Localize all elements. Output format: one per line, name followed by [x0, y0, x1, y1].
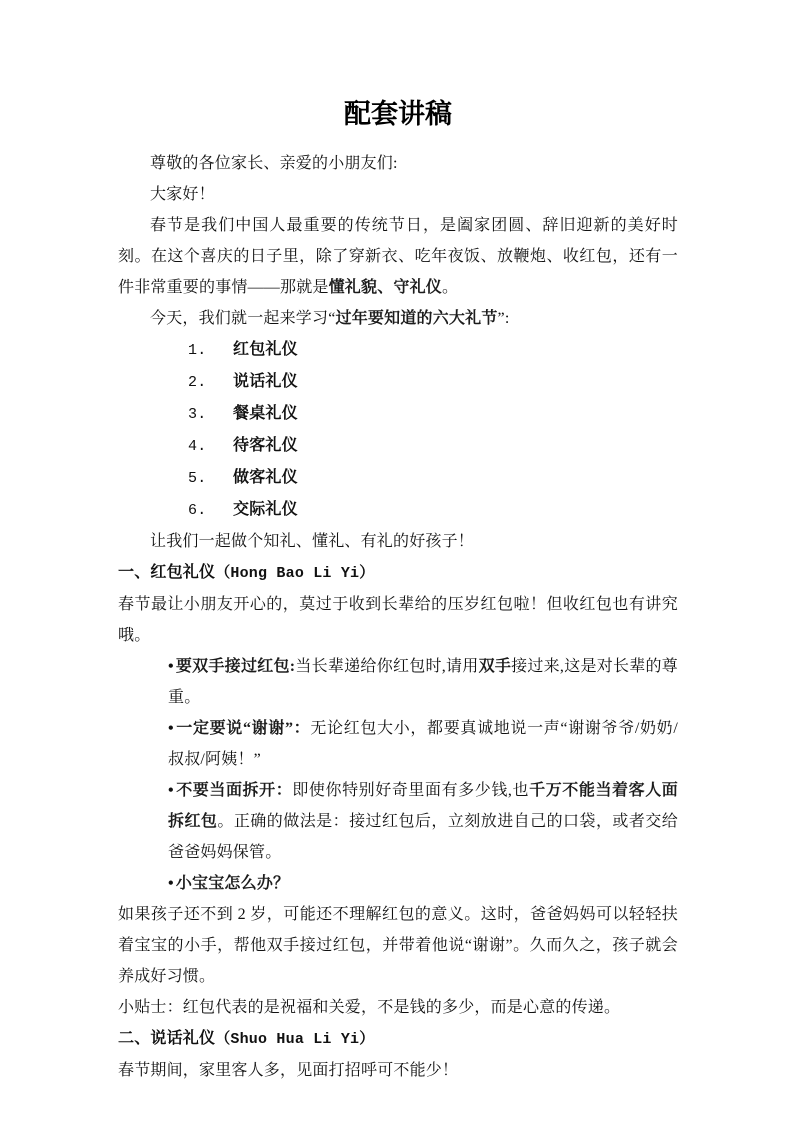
- bullet-icon: •: [168, 720, 174, 737]
- bullet-run: 双手: [478, 658, 512, 675]
- bullet-icon: •: [168, 658, 174, 675]
- bullet-icon: •: [168, 875, 174, 892]
- section2-heading-cn: 二、说话礼仪: [118, 1030, 216, 1047]
- list-item-number: 3.: [188, 406, 207, 423]
- bullet-run: 接过来,这是对长辈的尊重。: [168, 658, 679, 706]
- paragraph-greeting: 尊敬的各位家长、亲爱的小朋友们:: [150, 155, 398, 172]
- today-text-pre: 今天，我们就一起来学习“: [150, 310, 336, 327]
- bullet-run: 要双手接过红包:: [175, 658, 296, 675]
- bullet-run: 一定要说“谢谢”：: [175, 720, 311, 737]
- paragraph-baby-advice: 如果孩子还不到 2 岁，可能还不理解红包的意义。这时，爸爸妈妈可以轻轻扶着宝宝的小手，帮他双手接过红包，并带着他说“谢谢”。久而久之，孩子就会养成好习惯。: [118, 906, 678, 985]
- bullet-icon: •: [168, 782, 174, 799]
- list-item: [118, 398, 678, 430]
- list-item-label: 交际礼仪: [233, 501, 298, 518]
- paragraph-motto: 让我们一起做个知礼、懂礼、有礼的好孩子！: [150, 533, 475, 550]
- list-item: [118, 494, 678, 526]
- paragraph-intro: [118, 210, 678, 303]
- section2-heading-pinyin: （Shuo Hua Li Yi）: [215, 1031, 375, 1048]
- list-item-number: 5.: [188, 470, 207, 487]
- today-text-post: ”:: [497, 310, 510, 327]
- paragraph-today: [118, 303, 678, 334]
- bullet-item-say-thanks: [168, 713, 678, 775]
- bullet-run: 无论红包大小，都要真诚地说一声“谢谢爷爷/奶奶/叔叔/阿姨！”: [168, 720, 678, 768]
- list-item-number: 1.: [188, 342, 207, 359]
- list-item-label: 餐桌礼仪: [233, 405, 298, 422]
- list-item: [118, 462, 678, 494]
- section2-heading: [118, 1023, 678, 1055]
- list-item-number: 4.: [188, 438, 207, 455]
- bullet-run: 千万不能当着客人面拆红包: [168, 782, 678, 830]
- bullet-item-do-not-open: [168, 775, 678, 868]
- bullet-run: 当长辈递给你红包时,请用: [295, 658, 479, 675]
- list-item-label: 红包礼仪: [233, 341, 298, 358]
- list-item: [118, 366, 678, 398]
- bullet-item-little-baby: [168, 868, 678, 899]
- document-content: [118, 96, 678, 1086]
- intro-text-post: 。: [442, 279, 459, 296]
- section1-heading-cn: 一、红包礼仪: [118, 564, 216, 581]
- list-item-number: 6.: [188, 502, 207, 519]
- intro-text-bold: 懂礼貌、守礼仪: [328, 279, 443, 296]
- list-item-label: 做客礼仪: [233, 469, 298, 486]
- section2-lead: 春节期间，家里客人多，见面打招呼可不能少！: [118, 1062, 459, 1079]
- section1-lead: 春节最让小朋友开心的，莫过于收到长辈给的压岁红包啦！但收红包也有讲究哦。: [118, 596, 678, 644]
- bullet-run: 。正确的做法是：接过红包后，立刻放进自己的口袋，或者交给爸爸妈妈保管。: [168, 813, 678, 861]
- list-item-label: 待客礼仪: [233, 437, 298, 454]
- paragraph-hello: 大家好！: [150, 186, 215, 203]
- bullet-run: 即使你特别好奇里面有多少钱,也: [292, 782, 530, 799]
- section1-heading-pinyin: （Hong Bao Li Yi）: [215, 565, 375, 582]
- bullet-item-receive-with-both-hands: [168, 651, 678, 713]
- bullet-run: 不要当面拆开：: [175, 782, 293, 799]
- list-item-label: 说话礼仪: [233, 373, 298, 390]
- list-item-number: 2.: [188, 374, 207, 391]
- list-item: [118, 430, 678, 462]
- doc-title: 配套讲稿: [344, 99, 452, 129]
- intro-text-pre: 春节是我们中国人最重要的传统节日，是阖家团圆、辞旧迎新的美好时刻。在这个喜庆的日子里，除了穿新衣、吃年夜饭、放鞭炮、收红包，还有一件非常重要的事情——那就是: [118, 217, 678, 296]
- bullet-run: 小宝宝怎么办？: [175, 875, 290, 892]
- section1-heading: [118, 557, 678, 589]
- etiquette-list: [118, 334, 678, 526]
- paragraph-tip: 小贴士：红包代表的是祝福和关爱，不是钱的多少，而是心意的传递。: [118, 999, 621, 1016]
- list-item: [118, 334, 678, 366]
- today-text-bold: 过年要知道的六大礼节: [335, 310, 498, 327]
